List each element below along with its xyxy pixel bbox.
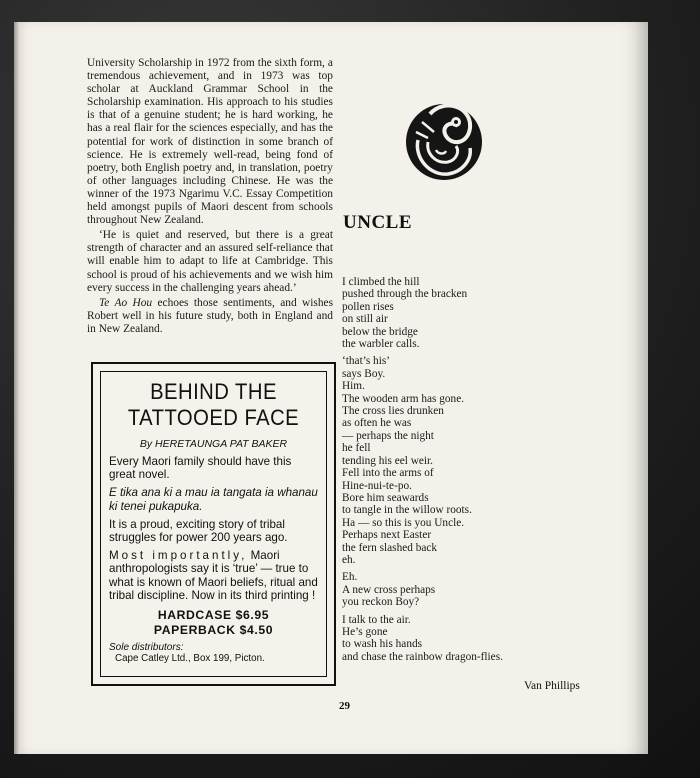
distributors-label: Sole distributors: — [109, 642, 184, 654]
price-paperback: PAPERBACK $4.50 — [153, 623, 274, 638]
article-closing-text: echoes those sentiments, and wishes Robert well in his future study, both in England and in New Zealand. — [87, 296, 334, 335]
poem-line: the fern slashed back — [342, 541, 438, 554]
article-column — [87, 57, 333, 336]
maori-carving-emblem-icon — [400, 92, 485, 188]
poem-line: Eh. — [342, 571, 358, 584]
poem-line: the warbler calls. — [342, 338, 420, 351]
poem-line: ‘that’s his’ — [342, 355, 391, 368]
poem-line: tending his eel weir. — [342, 454, 433, 467]
poem-line: pollen rises — [342, 300, 394, 313]
poem-line: I talk to the air. — [342, 613, 411, 626]
ad-inner-border — [100, 371, 327, 677]
poem-line: as often he was — [342, 417, 412, 430]
poem-stanza-4 — [342, 614, 572, 664]
poem-line: He’s gone — [342, 625, 388, 638]
te-ao-hou-title: Te Ao Hou — [99, 296, 153, 309]
ad-prices — [101, 608, 326, 638]
poem-line: he fell — [342, 442, 371, 455]
poem-line: says Boy. — [342, 367, 386, 380]
poem-line: I climbed the hill — [342, 276, 420, 288]
poem-body — [342, 276, 572, 668]
poem-line: — perhaps the night — [342, 429, 434, 442]
poem-line: The wooden arm has gone. — [342, 392, 465, 405]
ad-title-line-2: TATTOOED FACE — [127, 405, 300, 430]
ad-text-4-lead: Most importantly, — [109, 549, 248, 563]
poem-line: pushed through the bracken — [342, 288, 468, 301]
poem-line: Him. — [342, 380, 365, 393]
article-closing — [87, 297, 333, 336]
article-paragraph-1: University Scholarship in 1972 from the sixth form, a tremendous achievement, and in 1973 was top scholar at Auckland Grammar School in the Scholarship examination. His approach to his studies is that of a genuine student; he is hard working, he has a real flair for the sciences especially, and has the potential for work of distinction in some branch of science. He is extremely well-read, being fond of poetry, both English poetry and, in translation, poetry of other languages including Chinese. He was the winner of the 1973 Ngarimu V.C. Essay Competition held amongst pupils of Maori descent from schools throughout New Zealand. — [87, 57, 333, 227]
poem-author: Van Phillips — [524, 680, 580, 692]
ad-text-4 — [109, 549, 320, 602]
ad-text-maori: E tika ana ki a mau ia tangata ia whanau ki tenei pukapuka. — [109, 486, 318, 513]
poem-line: and chase the rainbow dragon-flies. — [342, 650, 503, 663]
poem-line: on still air — [342, 313, 388, 326]
emblem-pupil — [454, 120, 458, 124]
price-hardcase: HARDCASE $6.95 — [157, 608, 270, 623]
poem-line: Hine-nui-te-po. — [342, 479, 412, 492]
poem-line: A new cross perhaps — [342, 583, 436, 596]
article-paragraph-2: ‘He is quiet and reserved, but there is a great strength of character and an assured self-reliance that will enable him to adapt to life at Cambridge. This school is proud of his achievements and we wish him every success in the challenging years ahead.’ — [87, 229, 333, 294]
poem-line: Perhaps next Easter — [342, 529, 432, 542]
poem-stanza-3 — [342, 571, 572, 608]
ad-title-line-1: BEHIND THE — [150, 379, 277, 404]
ad-text-4-rest: Maori anthropologists say it is ‘true’ — true to what is known of Maori beliefs, ritual and tribal discipline. Now in its third printing ! — [109, 549, 318, 602]
poem-stanza-2 — [342, 355, 572, 566]
poem-stanza-1 — [342, 276, 572, 350]
ad-text-3: It is a proud, exciting story of tribal struggles for power 200 years ago. — [109, 517, 288, 545]
ad-text-1: Every Maori family should have this great novel. — [109, 455, 292, 482]
ad-byline: By HERETAUNGA PAT BAKER — [139, 438, 288, 450]
poem-line: to wash his hands — [342, 638, 423, 651]
poem-line: you reckon Boy? — [342, 596, 420, 609]
poem-line: The cross lies drunken — [342, 405, 444, 418]
distributors: Cape Catley Ltd., Box 199, Picton. — [115, 653, 265, 665]
poem-line: Ha — so this is you Uncle. — [342, 516, 465, 529]
ad-title — [110, 379, 317, 431]
page-number: 29 — [339, 700, 350, 712]
poem-line: below the bridge — [342, 325, 418, 338]
poem-line: eh. — [342, 553, 356, 566]
poem-line: to tangle in the willow roots. — [342, 504, 472, 517]
poem-line: Fell into the arms of — [342, 467, 434, 480]
page-gutter — [14, 22, 20, 754]
poem-line: Bore him seawards — [342, 491, 429, 504]
book-advertisement — [91, 362, 336, 686]
poem-title: UNCLE — [343, 212, 413, 233]
